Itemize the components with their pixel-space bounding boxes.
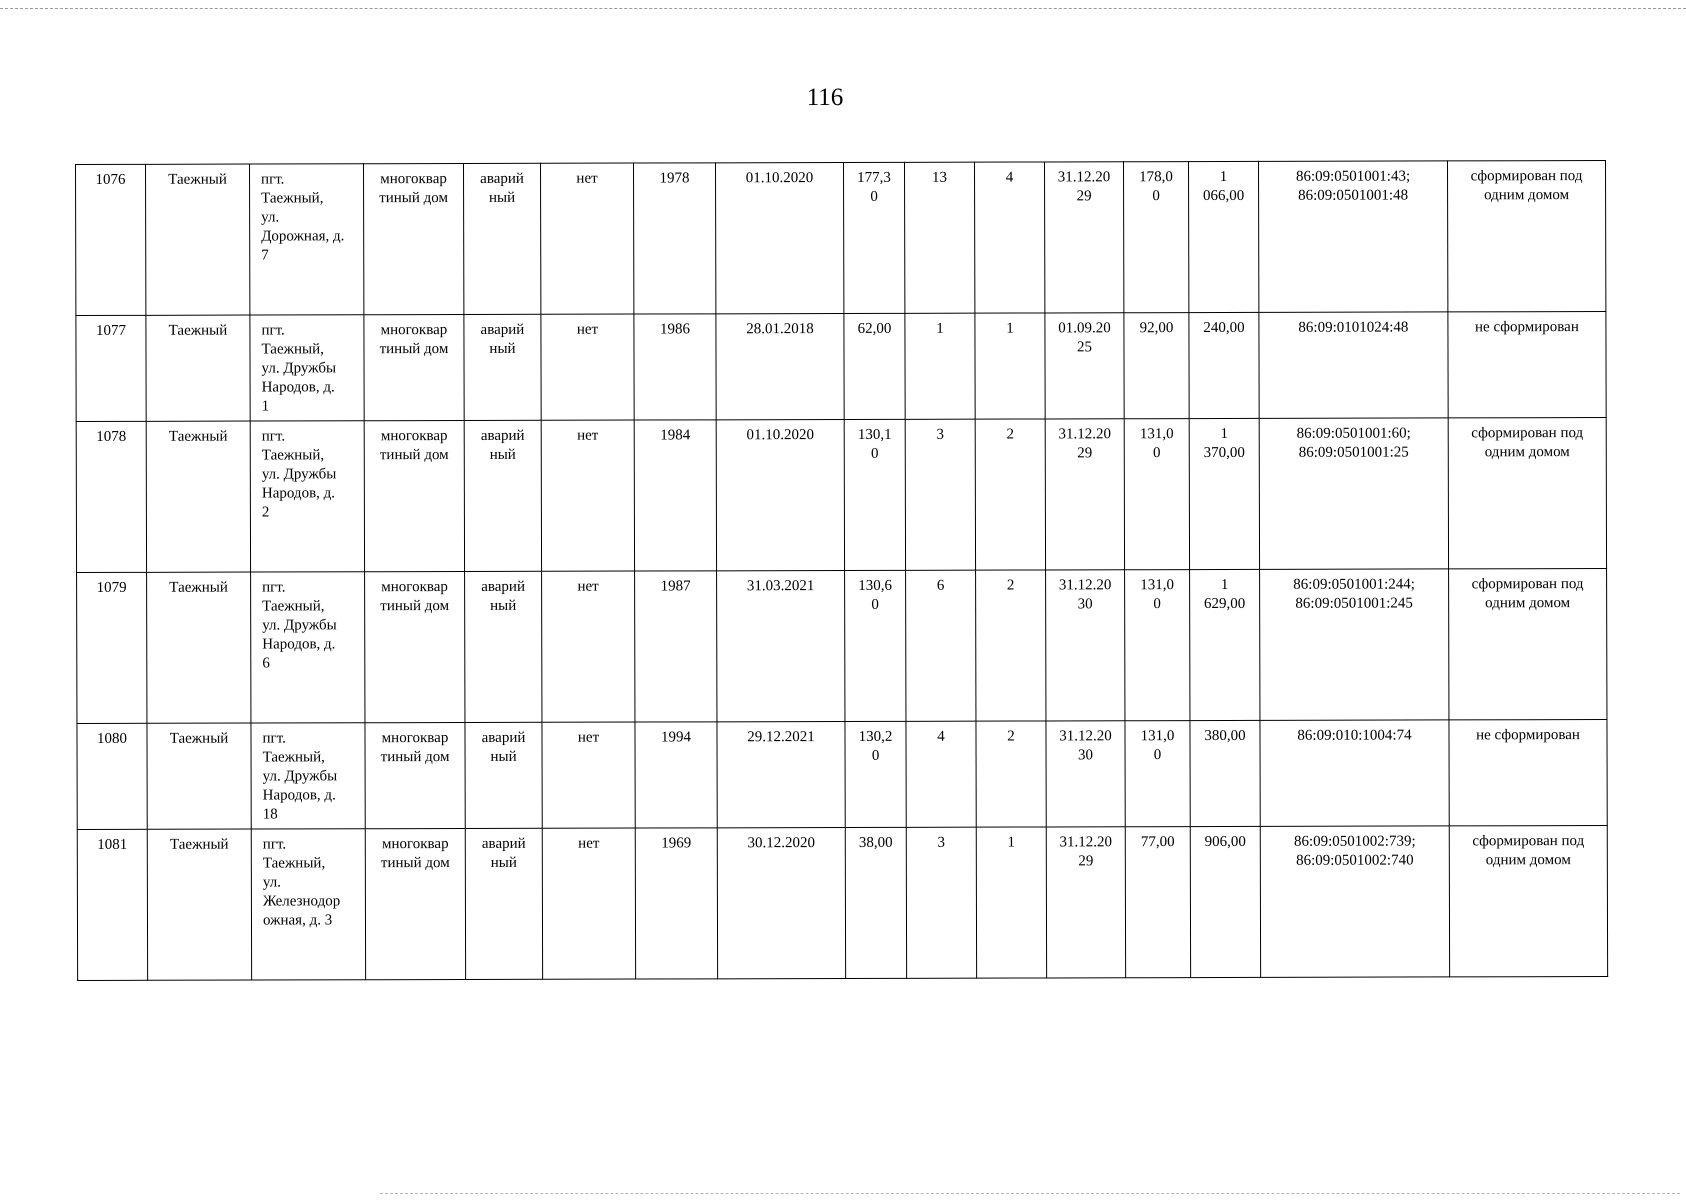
build-year: 1984 [634, 420, 716, 571]
row-number: 1081 [77, 829, 147, 980]
condition [464, 420, 541, 571]
area-cell-line: 0 [1153, 596, 1161, 613]
address-line: 7 [261, 247, 269, 264]
value-cell-line: 370,00 [1203, 444, 1245, 462]
build-year: 1994 [635, 722, 717, 828]
value-cell [1190, 569, 1260, 720]
area-line: 130,1 [857, 426, 892, 443]
resettlement-deadline [1046, 721, 1125, 827]
house-type [364, 314, 464, 420]
settlement-name: Таежный [146, 315, 250, 421]
land-status [1448, 311, 1606, 417]
house-type-line: многоквар [381, 579, 448, 596]
cadastral-numbers-line: 86:09:0501001:25 [1298, 444, 1409, 461]
land-status-line: не сформирован [1474, 319, 1579, 336]
area-cell-line: 0 [1152, 188, 1160, 205]
address-line: ул. Дружбы [262, 768, 338, 785]
resettlement-deadline-line: 31.12.20 [1059, 834, 1113, 851]
count-cell: 2 [975, 419, 1045, 570]
area-cell [1125, 721, 1190, 827]
settlement-name: Таежный [146, 164, 250, 315]
value-cell [1188, 161, 1258, 312]
resettlement-deadline-line: 01.09.20 [1058, 320, 1111, 337]
resettlement-deadline-line: 29 [1077, 445, 1093, 462]
cadastral-numbers-line: 86:09:0501001:48 [1298, 187, 1409, 204]
value-cell [1189, 312, 1259, 418]
resettlement-deadline-line: 31.12.20 [1058, 426, 1111, 443]
condition-line: ный [490, 597, 517, 614]
value-cell-line: 066,00 [1202, 187, 1245, 205]
address-line: ул. [262, 874, 281, 891]
address-line: пгт. [261, 428, 286, 445]
condition-line: аварий [480, 427, 525, 444]
scan-edge-bottom [380, 1193, 1680, 1194]
table-row [77, 825, 1607, 980]
value-cell-line: 240,00 [1203, 319, 1245, 337]
area-cell-line: 131,0 [1140, 728, 1175, 745]
address-line: 6 [262, 655, 270, 672]
resettlement-deadline-line: 31.12.20 [1059, 728, 1112, 745]
value-cell [1190, 720, 1260, 826]
land-status-line: сформирован под [1471, 425, 1584, 442]
value-cell-line: 1 [1220, 576, 1229, 594]
cadastral-numbers-line: 86:09:0501001:43; [1295, 168, 1411, 185]
recognition-date: 29.12.2021 [717, 721, 845, 827]
count-cell: 6 [906, 570, 976, 721]
settlement-name: Таежный [147, 829, 251, 980]
resettlement-deadline-line: 29 [1078, 853, 1094, 870]
value-cell-line: 1 [1219, 168, 1228, 186]
address-line: Дорожная, д. [261, 228, 345, 245]
resettlement-deadline-line: 29 [1076, 188, 1092, 205]
house-type-line: тиный дом [379, 190, 449, 207]
flag-cell: нет [542, 722, 635, 828]
resettlement-deadline [1046, 570, 1125, 721]
house-type-line: многоквар [381, 836, 449, 853]
land-status [1447, 160, 1605, 311]
resettlement-deadline-line: 31.12.20 [1057, 169, 1111, 186]
build-year: 1978 [633, 163, 715, 314]
table-row [77, 719, 1607, 829]
area [845, 827, 906, 978]
count-cell: 4 [906, 721, 976, 827]
flag-cell: нет [542, 571, 635, 722]
address [251, 572, 365, 723]
resettlement-deadline-line: 30 [1078, 747, 1094, 764]
area-line: 38,00 [858, 834, 893, 851]
house-type-line: тиный дом [380, 598, 450, 615]
land-status-line: одним домом [1485, 852, 1571, 869]
table-row [76, 311, 1606, 421]
value-cell-line: 1 [1220, 425, 1228, 443]
address-line: ул. Дружбы [261, 360, 337, 377]
area-line: 177,3 [857, 169, 891, 186]
flag-cell: нет [540, 163, 633, 314]
address [251, 829, 365, 980]
value-cell-line: 906,00 [1204, 833, 1246, 851]
area-line: 130,6 [858, 577, 893, 594]
cadastral-numbers-line: 86:09:0501001:60; [1296, 425, 1411, 442]
count-cell: 4 [974, 162, 1044, 313]
condition [464, 314, 541, 420]
condition-line: аварий [481, 578, 526, 595]
land-status [1449, 568, 1607, 719]
area [843, 162, 904, 313]
address-line: 2 [261, 504, 270, 521]
address-line: Народов, д. [261, 485, 336, 502]
flag-cell: нет [541, 314, 634, 420]
address-line: ул. Дружбы [262, 617, 337, 634]
count-cell: 2 [976, 570, 1046, 721]
build-year: 1986 [634, 314, 716, 420]
resettlement-deadline [1045, 419, 1124, 570]
build-year: 1969 [635, 828, 717, 979]
count-cell: 1 [905, 313, 975, 419]
land-status [1449, 825, 1607, 976]
area-cell [1125, 827, 1190, 978]
address [250, 164, 364, 315]
address-line: Народов, д. [261, 379, 335, 396]
area-cell [1124, 419, 1189, 570]
table-row [77, 568, 1607, 723]
count-cell: 2 [976, 721, 1046, 827]
cadastral-numbers-line: 86:09:0501002:739; [1293, 833, 1416, 850]
land-status-line: одним домом [1484, 444, 1570, 461]
cadastral-numbers-line: 86:09:010:1004:74 [1297, 727, 1412, 744]
cadastral-numbers-line: 86:09:0501001:244; [1293, 576, 1415, 593]
value-cell [1189, 418, 1259, 569]
address-line: Таежный, [261, 341, 324, 358]
scan-edge-top [0, 8, 1686, 9]
address-line: пгт. [261, 322, 285, 339]
house-type-line: тиный дом [379, 447, 449, 464]
house-type [364, 420, 464, 571]
row-number: 1077 [76, 315, 146, 421]
settlement-name: Таежный [147, 572, 251, 723]
area-line: 0 [871, 747, 880, 764]
resettlement-deadline-line: 30 [1077, 596, 1093, 613]
house-type-line: многоквар [380, 322, 448, 339]
cadastral-numbers [1260, 826, 1449, 977]
area-cell-line: 92,00 [1139, 320, 1174, 337]
address [250, 421, 364, 572]
value-cell-line: 380,00 [1204, 727, 1246, 745]
table-row [76, 417, 1606, 572]
area-line: 0 [871, 596, 879, 613]
count-cell: 3 [906, 827, 976, 978]
address-line: ожная, д. 3 [262, 912, 333, 929]
recognition-date: 28.01.2018 [716, 313, 844, 419]
area-line: 0 [870, 445, 879, 462]
address [250, 315, 364, 421]
address-line: Народов, д. [262, 787, 336, 804]
area-cell [1124, 313, 1189, 419]
housing-registry-table [75, 160, 1608, 981]
address-line: Таежный, [262, 855, 326, 872]
house-type [364, 163, 464, 314]
count-cell: 1 [975, 313, 1045, 419]
condition [465, 722, 542, 828]
cadastral-numbers-line: 86:09:0501002:740 [1296, 852, 1414, 869]
house-type-line: тиный дом [380, 855, 450, 872]
area-cell-line: 77,00 [1140, 834, 1175, 851]
area-cell-line: 178,0 [1139, 169, 1173, 186]
area [845, 721, 906, 827]
cadastral-numbers-line: 86:09:0501001:245 [1295, 595, 1413, 612]
condition-line: ный [489, 446, 516, 463]
land-status-line: одним домом [1485, 595, 1571, 612]
count-cell: 1 [976, 827, 1046, 978]
address-line: пгт. [262, 836, 287, 853]
condition-line: аварий [481, 835, 526, 852]
row-number: 1076 [76, 164, 146, 315]
land-status-line: одним домом [1484, 187, 1570, 204]
recognition-date: 30.12.2020 [717, 827, 845, 978]
count-cell: 13 [904, 162, 974, 313]
address-line: пгт. [261, 171, 285, 188]
build-year: 1987 [635, 571, 717, 722]
area [844, 419, 905, 570]
land-status-line: сформирован под [1471, 576, 1584, 593]
table-row [76, 160, 1606, 315]
land-status-line: сформирован под [1470, 168, 1583, 185]
cadastral-numbers [1258, 161, 1447, 312]
row-number: 1078 [76, 421, 146, 572]
land-status-line: не сформирован [1476, 727, 1580, 744]
area-line: 0 [870, 188, 878, 205]
address-line: Таежный, [262, 749, 325, 766]
house-type-line: тиный дом [380, 749, 450, 766]
resettlement-deadline-line: 25 [1076, 339, 1093, 356]
condition-line: аварий [480, 170, 524, 187]
area-cell [1125, 570, 1190, 721]
resettlement-deadline [1044, 162, 1123, 313]
page-number: 116 [806, 84, 844, 111]
address-line: Железнодор [262, 893, 341, 910]
address-line: Народов, д. [262, 636, 336, 653]
area-cell-line: 131,0 [1139, 426, 1174, 443]
house-type-line: тиный дом [379, 341, 449, 358]
address-line: Таежный, [261, 447, 325, 464]
area-cell [1123, 162, 1188, 313]
count-cell: 3 [905, 419, 975, 570]
house-type-line: многоквар [380, 171, 447, 188]
row-number: 1080 [77, 723, 147, 829]
condition-line: ный [490, 748, 517, 765]
flag-cell: нет [542, 828, 635, 979]
address-line: пгт. [262, 579, 286, 596]
area [844, 313, 905, 419]
condition [465, 828, 542, 979]
cadastral-numbers [1260, 720, 1449, 826]
condition-line: аварий [480, 321, 525, 338]
house-type [365, 722, 465, 828]
area-cell-line: 131,0 [1140, 577, 1175, 594]
land-status [1448, 417, 1606, 568]
land-status-line: сформирован под [1472, 833, 1585, 850]
resettlement-deadline-line: 31.12.20 [1058, 577, 1112, 594]
recognition-date: 31.03.2021 [717, 570, 845, 721]
address-line: 1 [261, 398, 270, 415]
condition [463, 163, 540, 314]
settlement-name: Таежный [147, 723, 251, 829]
cadastral-numbers [1259, 418, 1448, 569]
condition [465, 571, 542, 722]
area-cell-line: 0 [1153, 747, 1162, 764]
settlement-name: Таежный [146, 421, 250, 572]
value-cell-line: 629,00 [1204, 595, 1246, 613]
cadastral-numbers [1259, 312, 1448, 418]
row-number: 1079 [77, 572, 147, 723]
recognition-date: 01.10.2020 [716, 419, 844, 570]
area [845, 570, 906, 721]
condition-line: ный [488, 189, 516, 206]
cadastral-numbers-line: 86:09:0101024:48 [1298, 319, 1409, 336]
address-line: ул. [261, 209, 280, 226]
resettlement-deadline [1046, 827, 1125, 978]
condition-line: ный [490, 854, 517, 871]
condition-line: аварий [481, 729, 526, 746]
address [251, 723, 365, 829]
address-line: пгт. [262, 730, 286, 747]
land-status [1449, 719, 1607, 825]
house-type [365, 828, 465, 979]
area-line: 62,00 [857, 320, 892, 337]
cadastral-numbers [1260, 569, 1449, 720]
address-line: Таежный, [261, 190, 324, 207]
address-line: 18 [262, 806, 278, 823]
address-line: ул. Дружбы [261, 466, 337, 483]
address-line: Таежный, [262, 598, 325, 615]
area-line: 130,2 [858, 728, 893, 745]
house-type-line: многоквар [380, 428, 448, 445]
recognition-date: 01.10.2020 [715, 162, 843, 313]
house-type-line: многоквар [381, 730, 449, 747]
resettlement-deadline [1045, 313, 1124, 419]
house-type [365, 571, 465, 722]
area-cell-line: 0 [1152, 445, 1161, 462]
condition-line: ный [489, 340, 516, 357]
flag-cell: нет [541, 420, 634, 571]
value-cell [1190, 826, 1260, 977]
